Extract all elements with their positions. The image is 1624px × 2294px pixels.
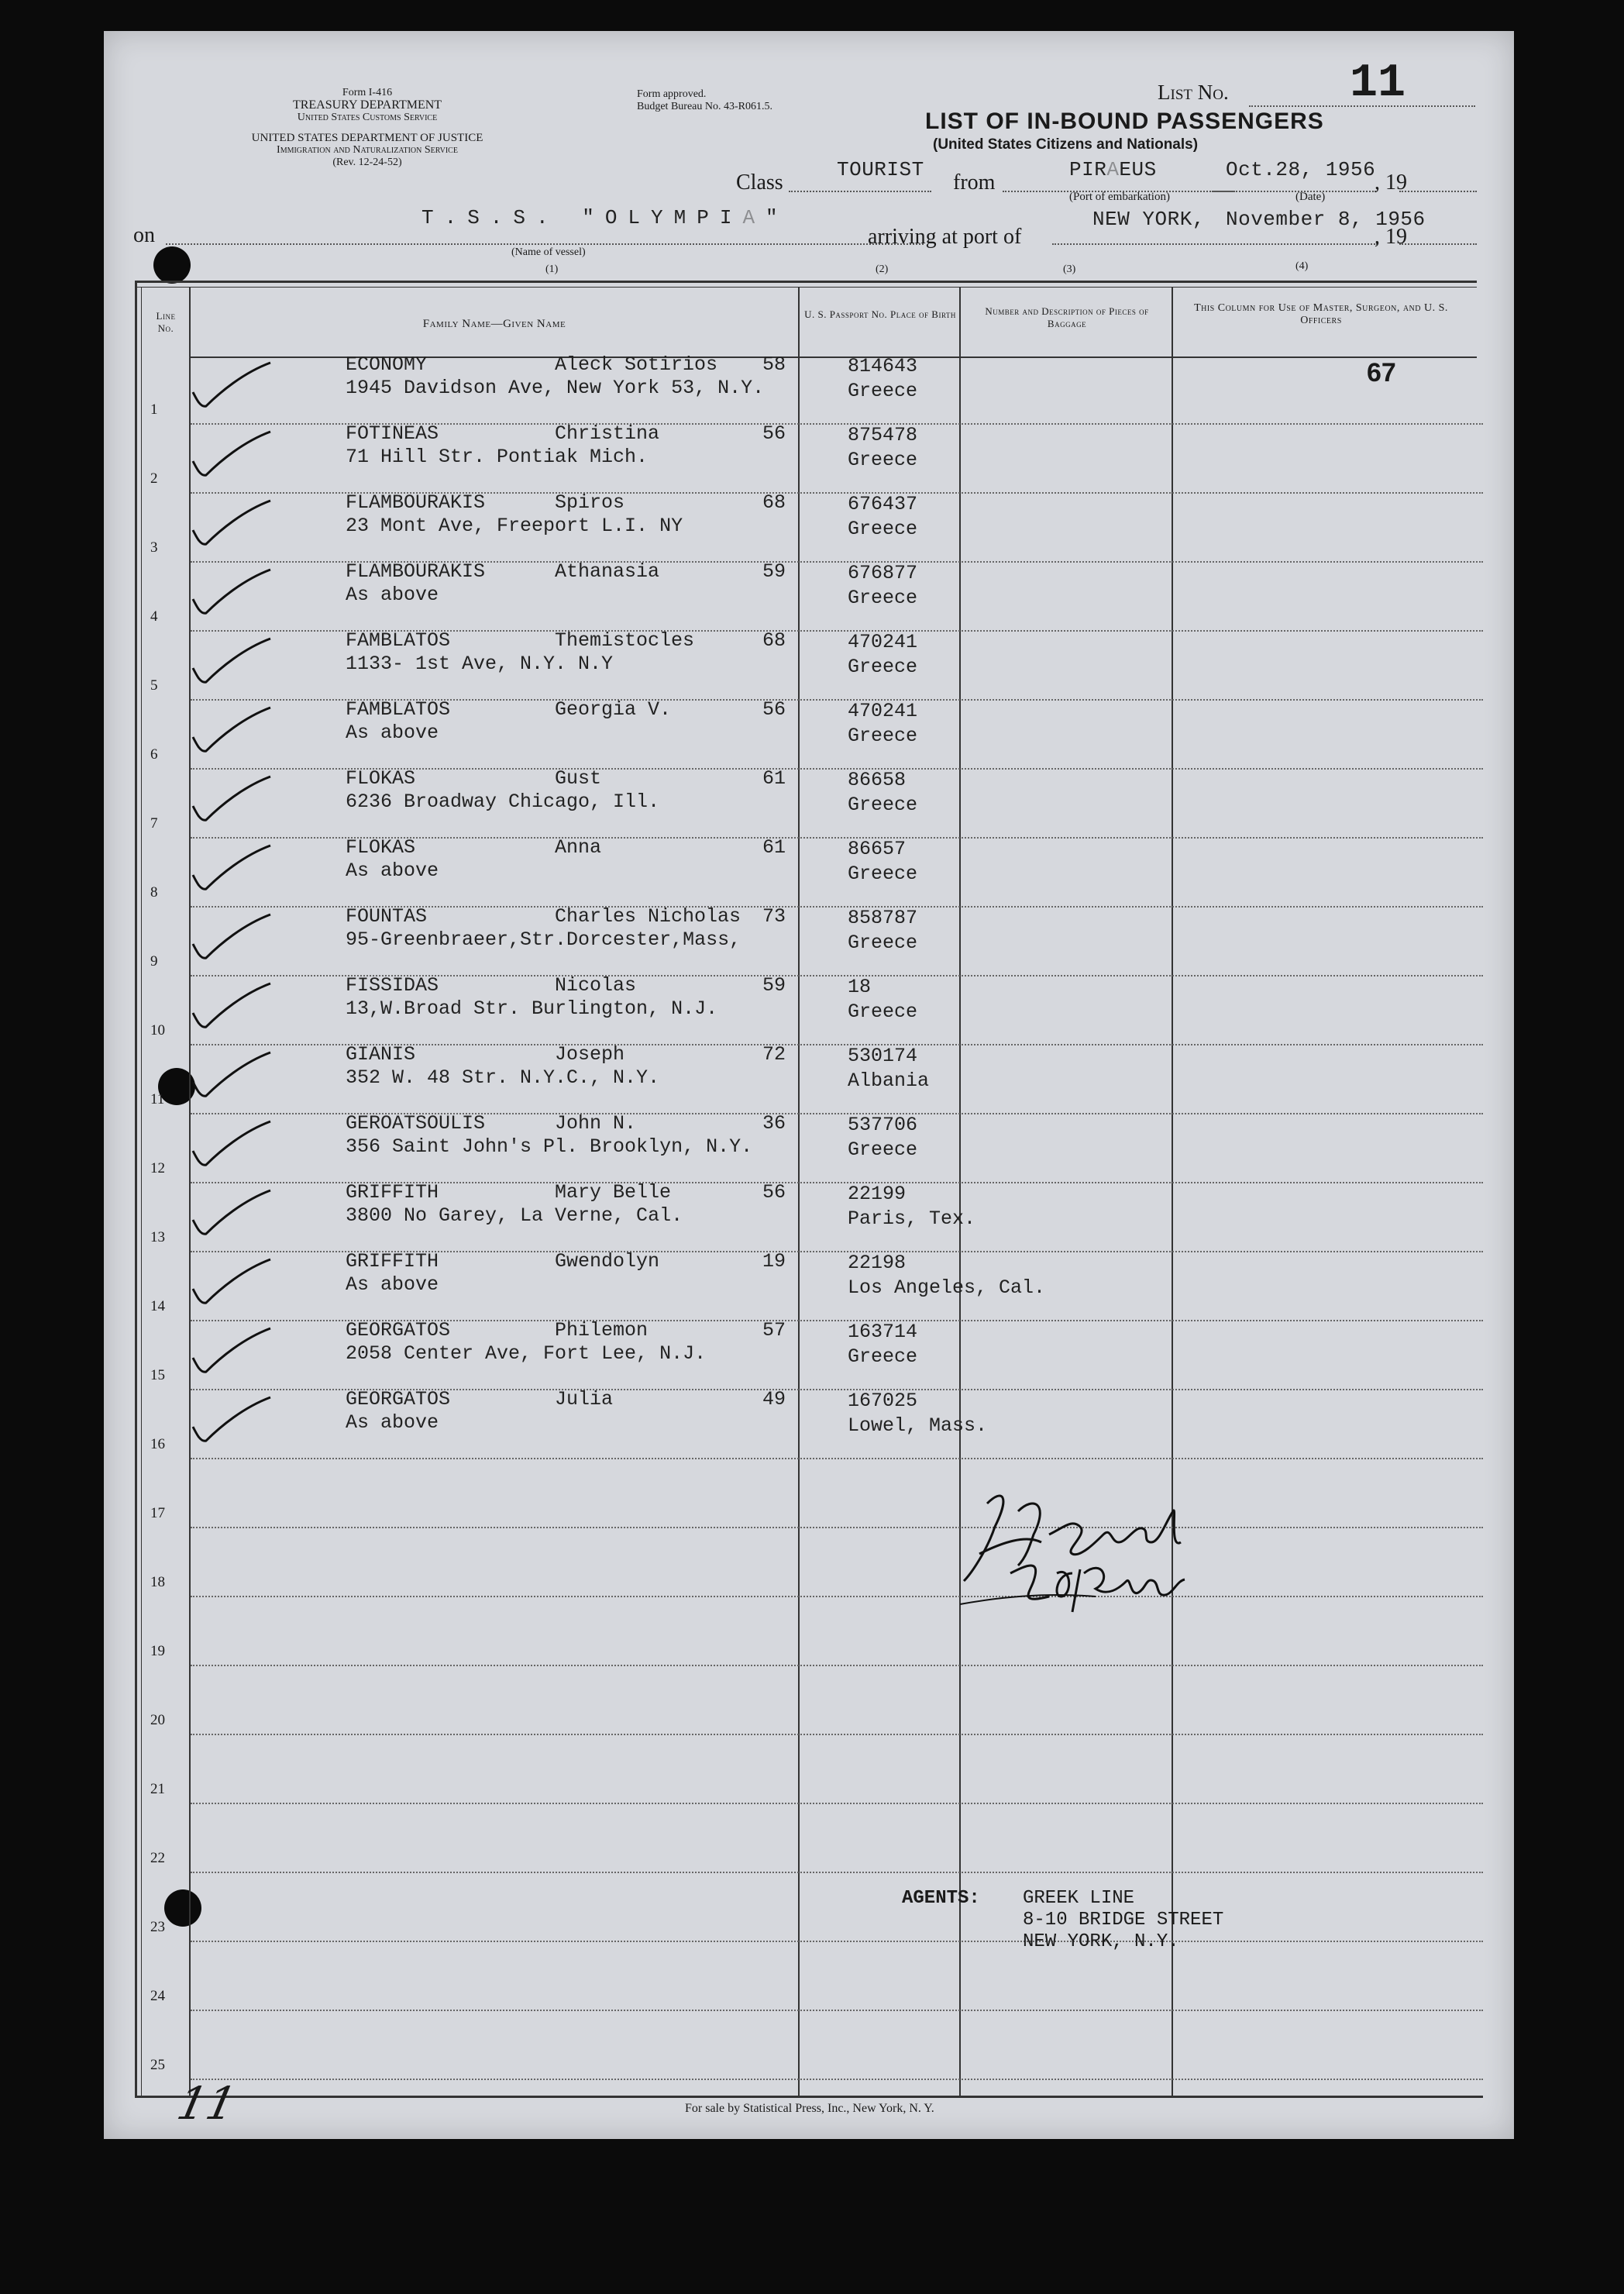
place-of-birth: Greece xyxy=(848,656,918,678)
place-of-birth: Los Angeles, Cal. xyxy=(848,1276,1046,1299)
passenger-given-name: John N. xyxy=(555,1112,637,1135)
passenger-family-name: GIANIS xyxy=(346,1043,416,1066)
row-rule xyxy=(191,1527,1483,1528)
agents-line2: 8-10 BRIDGE STREET xyxy=(1023,1910,1224,1931)
line-number: 18 xyxy=(150,1574,165,1590)
line-number: 25 xyxy=(150,2057,165,2073)
passport-number: 814643 xyxy=(848,355,918,377)
passenger-given-name: Gust xyxy=(555,767,602,790)
passenger-address: 6236 Broadway Chicago, Ill. xyxy=(346,790,660,813)
row-rule xyxy=(191,1872,1483,1873)
passport-number: 163714 xyxy=(848,1321,918,1343)
dept-treasury-sub: United States Customs Service xyxy=(297,112,438,123)
col-num-2: (2) xyxy=(876,264,889,275)
passenger-address: As above xyxy=(346,1273,439,1296)
passport-number: 18 xyxy=(848,976,872,998)
line-number: 16 xyxy=(150,1436,165,1452)
passport-number: 676877 xyxy=(848,562,918,584)
passenger-family-name: FOTINEAS xyxy=(346,422,439,445)
col-divider-baggage xyxy=(1172,287,1173,2097)
passport-number: 86658 xyxy=(848,769,907,791)
line-number: 21 xyxy=(150,1781,165,1797)
line-number: 12 xyxy=(150,1160,165,1176)
passenger-family-name: FLAMBOURAKIS xyxy=(346,491,486,514)
passenger-given-name: Athanasia xyxy=(555,560,660,583)
place-of-birth: Greece xyxy=(848,1001,918,1023)
form-block-justice xyxy=(251,132,483,169)
place-of-birth: Greece xyxy=(848,449,918,471)
check-mark-icon xyxy=(189,1120,274,1174)
form-block-left xyxy=(251,87,483,124)
passenger-given-name: Nicolas xyxy=(555,974,637,997)
line-number: 22 xyxy=(150,1850,165,1866)
check-mark-icon xyxy=(189,1396,274,1450)
date-caption: (Date) xyxy=(1295,191,1326,203)
row-rule xyxy=(191,1941,1483,1942)
table-left-rule xyxy=(135,281,137,2097)
passenger-age: 58 xyxy=(762,353,786,376)
passenger-family-name: GRIFFITH xyxy=(346,1250,439,1273)
passenger-age: 72 xyxy=(762,1043,786,1066)
place-of-birth: Greece xyxy=(848,380,918,402)
passenger-age: 56 xyxy=(762,1181,786,1204)
passport-number: 875478 xyxy=(848,424,918,446)
line-number: 14 xyxy=(150,1298,165,1314)
passenger-address: 1133- 1st Ave, N.Y. N.Y xyxy=(346,653,614,675)
passenger-age: 61 xyxy=(762,767,786,790)
passenger-address: 71 Hill Str. Pontiak Mich. xyxy=(346,446,649,468)
passenger-address: 352 W. 48 Str. N.Y.C., N.Y. xyxy=(346,1066,660,1089)
passport-number: 167025 xyxy=(848,1390,918,1412)
passenger-age: 73 xyxy=(762,905,786,928)
from-value: PIRAEUS xyxy=(1069,158,1157,181)
line-number: 23 xyxy=(150,1919,165,1935)
list-no-value: 11 xyxy=(1350,57,1406,110)
passenger-age: 36 xyxy=(762,1112,786,1135)
passenger-age: 57 xyxy=(762,1319,786,1342)
list-no-rule xyxy=(1249,105,1475,107)
passport-number: 676437 xyxy=(848,493,918,515)
place-of-birth: Lowel, Mass. xyxy=(848,1414,988,1437)
vessel-name: T.S.S. "OLYMPIA" xyxy=(421,206,789,229)
passenger-family-name: FAMBLATOS xyxy=(346,698,451,721)
arrival-port: NEW YORK, xyxy=(1092,208,1205,231)
passport-number: 86657 xyxy=(848,838,907,860)
passenger-age: 49 xyxy=(762,1388,786,1410)
line-number: 1 xyxy=(150,401,158,418)
page-subtitle: (United States Citizens and Nationals) xyxy=(933,136,1199,153)
col-num-4: (4) xyxy=(1295,260,1309,272)
line-number: 17 xyxy=(150,1505,165,1521)
passenger-address: 23 Mont Ave, Freeport L.I. NY xyxy=(346,515,683,537)
class-label: Class xyxy=(736,170,783,195)
table-left-rule-2 xyxy=(141,287,142,2097)
row-rule xyxy=(191,1596,1483,1597)
passenger-given-name: Philemon xyxy=(555,1319,649,1342)
dept-justice-sub: Immigration and Naturalization Service xyxy=(277,144,458,156)
place-of-birth: Albania xyxy=(848,1070,930,1092)
officer-note: 67 xyxy=(1367,358,1396,388)
passenger-age: 56 xyxy=(762,698,786,721)
passenger-family-name: GEROATSOULIS xyxy=(346,1112,486,1135)
passenger-address: As above xyxy=(346,584,439,606)
place-of-birth: Paris, Tex. xyxy=(848,1207,976,1230)
line-number: 9 xyxy=(150,953,158,970)
check-mark-icon xyxy=(189,1189,274,1243)
line-number: 15 xyxy=(150,1367,165,1383)
form-number: Form I-416 xyxy=(342,87,393,98)
row-rule xyxy=(191,1665,1483,1666)
agents-line3: NEW YORK, N.Y. xyxy=(1023,1931,1179,1952)
passenger-family-name: FOUNTAS xyxy=(346,905,428,928)
passenger-family-name: GEORGATOS xyxy=(346,1319,451,1342)
passenger-given-name: Themistocles xyxy=(555,629,695,652)
agents-label: AGENTS: xyxy=(902,1888,980,1909)
line-number: 20 xyxy=(150,1712,165,1728)
check-mark-icon xyxy=(189,430,274,484)
place-of-birth: Greece xyxy=(848,518,918,540)
line-number: 10 xyxy=(150,1022,165,1038)
line-number: 8 xyxy=(150,884,158,901)
passenger-family-name: FLOKAS xyxy=(346,767,416,790)
col-num-3: (3) xyxy=(1063,264,1076,275)
check-mark-icon xyxy=(189,637,274,691)
passenger-address: 356 Saint John's Pl. Brooklyn, N.Y. xyxy=(346,1135,753,1158)
table-top-rule xyxy=(135,281,1477,283)
passport-number: 530174 xyxy=(848,1045,918,1067)
arrival-date: November 8, 1956 xyxy=(1226,208,1426,231)
place-of-birth: Greece xyxy=(848,587,918,609)
line-number: 7 xyxy=(150,815,158,832)
line-number: 2 xyxy=(150,470,158,487)
class-value: TOURIST xyxy=(837,158,924,181)
passenger-given-name: Gwendolyn xyxy=(555,1250,660,1273)
passenger-address: As above xyxy=(346,1411,439,1434)
col-divider-name xyxy=(798,287,800,2097)
passenger-age: 61 xyxy=(762,836,786,859)
manifest-page xyxy=(104,31,1514,2139)
check-mark-icon xyxy=(189,1051,274,1105)
embark-date: Oct.28, 1956 xyxy=(1226,158,1376,181)
from-label: from xyxy=(953,170,996,195)
passenger-given-name: Joseph xyxy=(555,1043,625,1066)
passenger-address: As above xyxy=(346,859,439,882)
line-number: 19 xyxy=(150,1643,165,1659)
margin-note: 11 xyxy=(172,2077,242,2130)
check-mark-icon xyxy=(189,361,274,415)
check-mark-icon xyxy=(189,913,274,967)
col-head-passport: U. S. Passport No. Place of Birth xyxy=(804,308,956,320)
on-label: on xyxy=(133,223,155,247)
place-of-birth: Greece xyxy=(848,863,918,885)
col-head-name: Family Name—Given Name xyxy=(422,318,566,330)
passenger-age: 68 xyxy=(762,629,786,652)
passport-number: 22199 xyxy=(848,1183,907,1205)
list-no-label: List No. xyxy=(1158,81,1229,104)
check-mark-icon xyxy=(189,1327,274,1381)
passenger-family-name: ECONOMY xyxy=(346,353,428,376)
arrival-year-rule xyxy=(1399,243,1477,245)
check-mark-icon xyxy=(189,844,274,898)
row-rule xyxy=(191,2079,1483,2080)
dept-treasury: TREASURY DEPARTMENT xyxy=(292,98,442,112)
passenger-address: 1945 Davidson Ave, New York 53, N.Y. xyxy=(346,377,765,399)
vessel-rule xyxy=(166,243,924,245)
check-mark-icon xyxy=(189,1258,274,1312)
passenger-given-name: Mary Belle xyxy=(555,1181,672,1204)
passenger-family-name: FAMBLATOS xyxy=(346,629,451,652)
row-rule xyxy=(191,2010,1483,2011)
passenger-address: 13,W.Broad Str. Burlington, N.J. xyxy=(346,997,718,1020)
line-number: 5 xyxy=(150,677,158,694)
table-top-rule-2 xyxy=(135,287,1477,288)
passenger-family-name: FLAMBOURAKIS xyxy=(346,560,486,583)
line-number: 11 xyxy=(150,1091,165,1107)
binder-hole-top xyxy=(153,246,191,284)
row-rule xyxy=(191,1734,1483,1735)
row-rule xyxy=(191,1803,1483,1804)
place-of-birth: Greece xyxy=(848,794,918,816)
line-number: 4 xyxy=(150,608,158,625)
passenger-age: 68 xyxy=(762,491,786,514)
line-number: 3 xyxy=(150,539,158,556)
place-of-birth: Greece xyxy=(848,725,918,747)
passenger-given-name: Christina xyxy=(555,422,660,445)
dept-justice: UNITED STATES DEPARTMENT OF JUSTICE xyxy=(251,132,483,144)
passenger-given-name: Anna xyxy=(555,836,602,859)
col-head-line-no: Line No. xyxy=(156,310,176,334)
passenger-address: As above xyxy=(346,722,439,744)
class-rule xyxy=(789,191,931,192)
printer-footer: For sale by Statistical Press, Inc., New York, N. Y. xyxy=(685,2102,934,2115)
place-of-birth: Greece xyxy=(848,1345,918,1368)
line-number: 24 xyxy=(150,1988,165,2004)
passenger-address: 95-Greenbraeer,Str.Dorcester,Mass, xyxy=(346,928,741,951)
passenger-given-name: Georgia V. xyxy=(555,698,672,721)
vessel-caption: (Name of vessel) xyxy=(511,246,586,258)
place-of-birth: Greece xyxy=(848,932,918,954)
agents-line1: GREEK LINE xyxy=(1023,1888,1135,1909)
line-number: 13 xyxy=(150,1229,165,1245)
passenger-family-name: GRIFFITH xyxy=(346,1181,439,1204)
passenger-given-name: Spiros xyxy=(555,491,625,514)
passport-number: 537706 xyxy=(848,1114,918,1136)
binder-hole-bottom xyxy=(164,1889,201,1927)
table-bottom-rule xyxy=(135,2096,1483,2098)
passenger-family-name: FISSIDAS xyxy=(346,974,439,997)
col-head-officers: This Column for Use of Master, Surgeon, and U. S. Officers xyxy=(1194,302,1448,326)
date-rule xyxy=(1212,191,1376,192)
check-mark-icon xyxy=(189,568,274,622)
port-caption: (Port of embarkation) xyxy=(1069,191,1170,203)
form-approved xyxy=(637,88,772,113)
line-number: 6 xyxy=(150,746,158,763)
passenger-given-name: Aleck Sotirios xyxy=(555,353,718,376)
passport-number: 470241 xyxy=(848,631,918,653)
arrival-year-suffix: , 19 xyxy=(1375,225,1407,249)
budget-bureau: Budget Bureau No. 43-R061.5. xyxy=(637,101,772,112)
year-suffix: , 19 xyxy=(1375,170,1407,195)
passenger-family-name: FLOKAS xyxy=(346,836,416,859)
year-rule xyxy=(1399,191,1477,192)
passenger-address: 3800 No Garey, La Verne, Cal. xyxy=(346,1204,683,1227)
passenger-given-name: Julia xyxy=(555,1388,614,1410)
check-mark-icon xyxy=(189,775,274,829)
officer-signature xyxy=(956,1480,1251,1628)
passport-number: 858787 xyxy=(848,907,918,929)
passenger-age: 59 xyxy=(762,974,786,997)
form-revision: (Rev. 12-24-52) xyxy=(332,157,402,168)
col-head-baggage: Number and Description of Pieces of Baggage xyxy=(985,305,1149,329)
check-mark-icon xyxy=(189,982,274,1036)
col-divider-passport xyxy=(959,287,961,2097)
passport-number: 470241 xyxy=(848,700,918,722)
passenger-age: 19 xyxy=(762,1250,786,1273)
passenger-age: 59 xyxy=(762,560,786,583)
place-of-birth: Greece xyxy=(848,1138,918,1161)
page-title: LIST OF IN-BOUND PASSENGERS xyxy=(925,108,1324,134)
passenger-given-name: Charles Nicholas xyxy=(555,905,741,928)
passport-number: 22198 xyxy=(848,1252,907,1274)
passenger-address: 2058 Center Ave, Fort Lee, N.J. xyxy=(346,1342,707,1365)
check-mark-icon xyxy=(189,706,274,760)
arriving-label: arriving at port of xyxy=(868,225,1022,249)
passenger-family-name: GEORGATOS xyxy=(346,1388,451,1410)
check-mark-icon xyxy=(189,499,274,553)
row-rule xyxy=(191,1458,1483,1459)
passenger-age: 56 xyxy=(762,422,786,445)
form-approved-text: Form approved. xyxy=(637,88,707,100)
arrival-rule xyxy=(1052,243,1378,245)
col-num-1: (1) xyxy=(545,264,559,275)
